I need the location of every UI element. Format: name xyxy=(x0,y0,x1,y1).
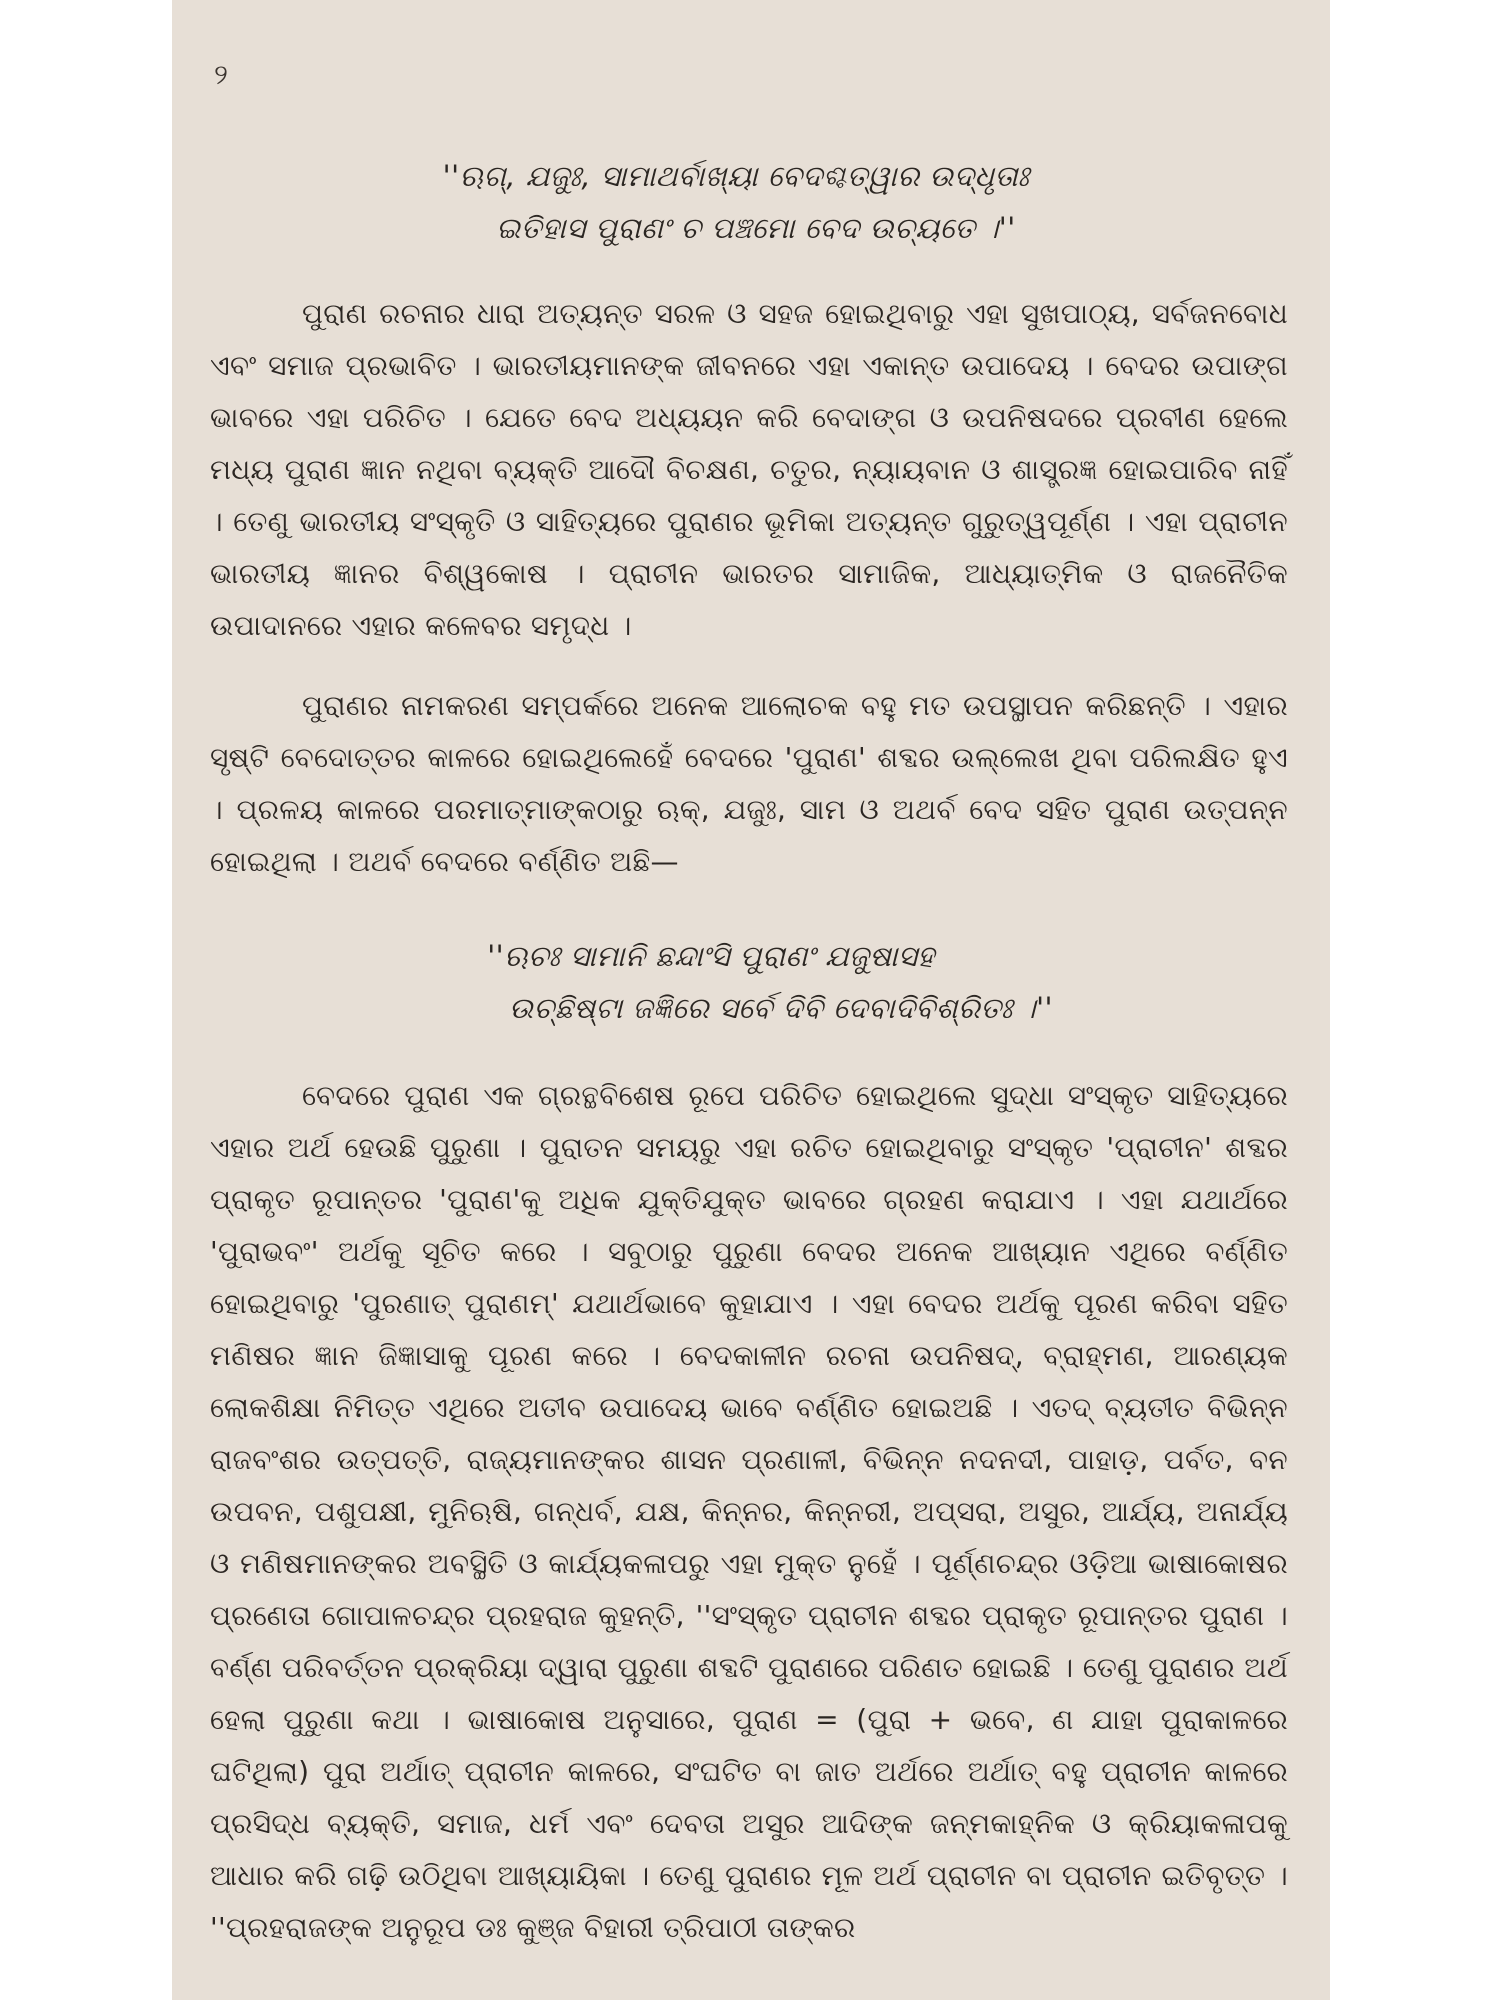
verse-2-line-1: ''ଋଚଃ ସାମାନି ଛନ୍ଦାଂସି ପୁରାଣଂ ଯଜୁଷାସହ xyxy=(487,939,935,973)
page-number: ୨ xyxy=(214,58,228,91)
paragraph-2: ପୁରାଣର ନାମକରଣ ସମ୍ପର୍କରେ ଅନେକ ଆଲୋଚକ ବହୁ ମତ ଉପସ୍ଥାପନ କରିଛନ୍ତି । ଏହାର ସୃଷ୍ଟି ବେଦୋତ୍ତର କାଳରେ ହୋଇଥିଲେହେଁ ବେଦରେ 'ପୁରାଣ' ଶବ୍ଦର ଉଲ୍ଲେଖ ଥିବା ପରିଲକ୍ଷିତ ହୁଏ । ପ୍ରଳୟ କାଳରେ ପରମାତ୍ମାଙ୍କଠାରୁ ଋକ୍, ଯଜୁଃ, ସାମ ଓ ଅଥର୍ବ ବେଦ ସହିତ ପୁରାଣ ଉତ୍ପନ୍ନ ହୋଇଥିଲା । ଅଥର୍ବ ବେଦରେ ବର୍ଣ୍ଣିତ ଅଛି— xyxy=(210,689,1288,878)
verse-1-line-2: ଇତିହାସ ପୁରାଣଂ ଚ ପଞ୍ଚମୋ ବେଦ ଉଚ୍ୟତେ ।'' xyxy=(496,211,1016,245)
paragraph-1: ପୁରାଣ ରଚନାର ଧାରା ଅତ୍ୟନ୍ତ ସରଳ ଓ ସହଜ ହୋଇଥିବାରୁ ଏହା ସୁଖପାଠ୍ୟ, ସର୍ବଜନବୋଧ ଏବଂ ସମାଜ ପ୍ରଭାବିତ । ଭାରତୀୟମାନଙ୍କ ଜୀବନରେ ଏହା ଏକାନ୍ତ ଉପାଦେୟ । ବେଦର ଉପାଙ୍ଗ ଭାବରେ ଏହା ପରିଚିତ । ଯେତେ ବେଦ ଅଧ୍ୟୟନ କରି ବେଦାଙ୍ଗ ଓ ଉପନିଷଦରେ ପ୍ରବୀଣ ହେଲେ ମଧ୍ୟ ପୁରାଣ ଜ୍ଞାନ ନଥିବା ବ୍ୟକ୍ତି ଆଦୌ ବିଚକ୍ଷଣ, ଚତୁର, ନ୍ୟାୟବାନ ଓ ଶାସ୍ତ୍ରଜ୍ଞ ହୋଇପାରିବ ନାହିଁ । ତେଣୁ ଭାରତୀୟ ସଂସ୍କୃତି ଓ ସାହିତ୍ୟରେ ପୁରାଣର ଭୂମିକା ଅତ୍ୟନ୍ତ ଗୁରୁତ୍ୱପୂର୍ଣ୍ଣ । ଏହା ପ୍ରାଚୀନ ଭାରତୀୟ ଜ୍ଞାନର ବିଶ୍ୱକୋଷ । ପ୍ରାଚୀନ ଭାରତର ସାମାଜିକ, ଆଧ୍ୟାତ୍ମିକ ଓ ରାଜନୈତିକ ଉପାଦାନରେ ଏହାର କଳେବର ସମୃଦ୍ଧ । xyxy=(210,297,1288,642)
verse-1-line-1: ''ଋଗ୍, ଯଜୁଃ, ସାମାଥର୍ବାଖ୍ୟା ବେଦଶ୍ଚତ୍ୱାର ଉଦ୍ଧୃତାଃ xyxy=(442,159,1030,193)
sanskrit-verse-1 xyxy=(172,150,1330,254)
sanskrit-verse-2 xyxy=(172,930,1330,1034)
paragraph-3: ବେଦରେ ପୁରାଣ ଏକ ଗ୍ରନ୍ଥବିଶେଷ ରୂପେ ପରିଚିତ ହୋଇଥିଲେ ସୁଦ୍ଧା ସଂସ୍କୃତ ସାହିତ୍ୟରେ ଏହାର ଅର୍ଥ ହେଉଛି ପୁରୁଣା । ପୁରାତନ ସମୟରୁ ଏହା ରଚିତ ହୋଇଥିବାରୁ ସଂସ୍କୃତ 'ପ୍ରାଚୀନ' ଶବ୍ଦର ପ୍ରାକୃତ ରୂପାନ୍ତର 'ପୁରାଣ'କୁ ଅଧିକ ଯୁକ୍ତିଯୁକ୍ତ ଭାବରେ ଗ୍ରହଣ କରାଯାଏ । ଏହା ଯଥାର୍ଥରେ 'ପୁରାଭବଂ' ଅର୍ଥକୁ ସୂଚିତ କରେ । ସବୁଠାରୁ ପୁରୁଣା ବେଦର ଅନେକ ଆଖ୍ୟାନ ଏଥିରେ ବର୍ଣ୍ଣିତ ହୋଇଥିବାରୁ 'ପୁରଣାତ୍ ପୁରାଣମ୍' ଯଥାର୍ଥଭାବେ କୁହାଯାଏ । ଏହା ବେଦର ଅର୍ଥକୁ ପୂରଣ କରିବା ସହିତ ମଣିଷର ଜ୍ଞାନ ଜିଜ୍ଞାସାକୁ ପୂରଣ କରେ । ବେଦକାଳୀନ ରଚନା ଉପନିଷଦ୍, ବ୍ରାହ୍ମଣ, ଆରଣ୍ୟକ ଲୋକଶିକ୍ଷା ନିମିତ୍ତ ଏଥିରେ ଅତୀବ ଉପାଦେୟ ଭାବେ ବର୍ଣ୍ଣିତ ହୋଇଅଛି । ଏତଦ୍ ବ୍ୟତୀତ ବିଭିନ୍ନ ରାଜବଂଶର ଉତ୍ପତ୍ତି, ରାଜ୍ୟମାନଙ୍କର ଶାସନ ପ୍ରଣାଳୀ, ବିଭିନ୍ନ ନଦନଦୀ, ପାହାଡ଼, ପର୍ବତ, ବନ ଉପବନ, ପଶୁପକ୍ଷୀ, ମୁନିଋଷି, ଗନ୍ଧର୍ବ, ଯକ୍ଷ, କିନ୍ନର, କିନ୍ନରୀ, ଅପ୍‌ସରା, ଅସୁର, ଆର୍ଯ୍ୟ, ଅନାର୍ଯ୍ୟ ଓ ମଣିଷମାନଙ୍କର ଅବସ୍ଥିତି ଓ କାର୍ଯ୍ୟକଳାପରୁ ଏହା ମୁକ୍ତ ନୁହେଁ । ପୂର୍ଣ୍ଣଚନ୍ଦ୍ର ଓଡ଼ିଆ ଭାଷାକୋଷର ପ୍ରଣେତା ଗୋପାଳଚନ୍ଦ୍ର ପ୍ରହରାଜ କୁହନ୍ତି, ''ସଂସ୍କୃତ ପ୍ରାଚୀନ ଶବ୍ଦର ପ୍ରାକୃତ ରୂପାନ୍ତର ପୁରାଣ । ବର୍ଣ୍ଣ ପରିବର୍ତ୍ତନ ପ୍ରକ୍ରିୟା ଦ୍ୱାରା ପୁରୁଣା ଶବ୍ଦଟି ପୁରାଣରେ ପରିଣତ ହୋଇଛି । ତେଣୁ ପୁରାଣର ଅର୍ଥ ହେଲା ପୁରୁଣା କଥା । ଭାଷାକୋଷ ଅନୁସାରେ, ପୁରାଣ = (ପୁରା + ଭବେ, ଣ ଯାହା ପୁରାକାଳରେ ଘଟିଥିଲା) ପୁରା ଅର୍ଥାତ୍ ପ୍ରାଚୀନ କାଳରେ, ସଂଘଟିତ ବା ଜାତ ଅର୍ଥରେ ଅର୍ଥାତ୍ ବହୁ ପ୍ରାଚୀନ କାଳରେ ପ୍ରସିଦ୍ଧ ବ୍ୟକ୍ତି, ସମାଜ, ଧର୍ମ ଏବଂ ଦେବତା ଅସୁର ଆଦିଙ୍କ ଜନ୍ମକାହ୍ନିକ ଓ କ୍ରିୟାକଳାପକୁ ଆଧାର କରି ଗଢ଼ି ଉଠିଥିବା ଆଖ୍ୟାୟିକା । ତେଣୁ ପୁରାଣର ମୂଳ ଅର୍ଥ ପ୍ରାଚୀନ ବା ପ୍ରାଚୀନ ଇତିବୃତ୍ତ । ''ପ୍ରହରାଜଙ୍କ ଅନୁରୂପ ଡଃ କୁଞ୍ଜ ବିହାରୀ ତ୍ରିପାଠୀ ତାଙ୍କର xyxy=(210,1079,1288,1944)
verse-2-line-2: ଉଚ୍ଛିଷ୍ଟା ଜଜ୍ଞିରେ ସର୍ବେ ଦିବି ଦେବାଦିବିଶ୍ରିତଃ ।'' xyxy=(508,991,1054,1025)
book-page xyxy=(172,0,1330,2000)
